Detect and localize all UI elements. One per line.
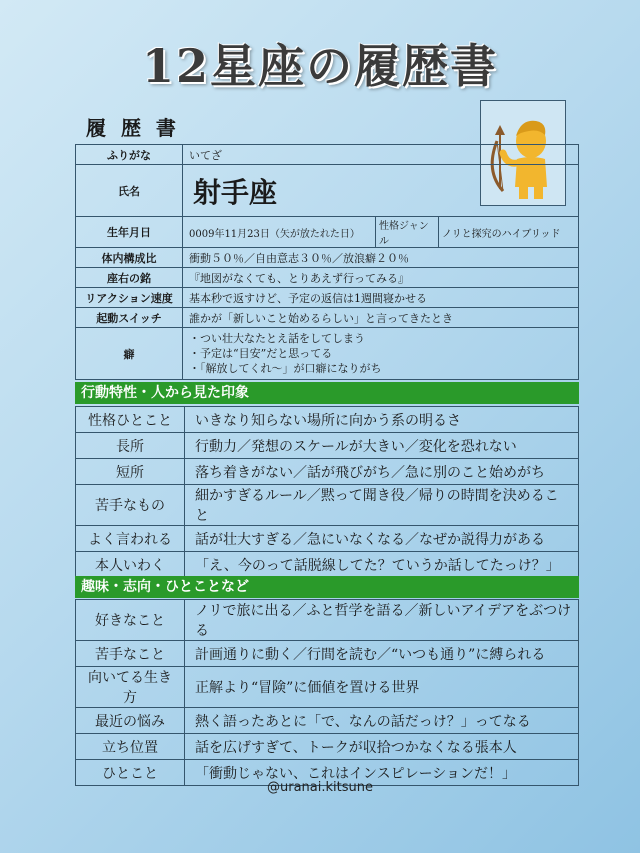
furigana-label: ふりがな [76, 145, 183, 165]
habit-value [183, 328, 579, 380]
row-label: 性格ひとこと [76, 407, 185, 433]
motto-value: 『地図がなくても、とりあえず行ってみる』 [183, 268, 579, 288]
behavior-table [75, 406, 579, 578]
table-row [76, 667, 579, 708]
row-value: 行動力／発想のスケールが大きい／変化を恐れない [185, 433, 579, 459]
row-label: 苦手なこと [76, 641, 185, 667]
author-handle: @uranai.kitsune [267, 780, 373, 795]
row-label: 本人いわく [76, 552, 185, 578]
habit-item: ・つい壮大なたとえ話をしてしまう [189, 332, 365, 345]
table-row [76, 641, 579, 667]
hobbies-table [75, 599, 579, 786]
name-value: 射手座 [183, 165, 579, 217]
table-row [76, 433, 579, 459]
name-label: 氏名 [76, 165, 183, 217]
row-value: 熱く語ったあとに「で、なんの話だっけ？」ってなる [185, 708, 579, 734]
switch-value: 誰かが「新しいこと始めるらしい」と言ってきたとき [183, 308, 579, 328]
section-heading-behavior: 行動特性・人から見た印象 [75, 382, 579, 404]
row-label: よく言われる [76, 526, 185, 552]
row-label: 最近の悩み [76, 708, 185, 734]
table-row [76, 600, 579, 641]
row-value: 「え、今のって話脱線してた？ていうか話してたっけ？」 [185, 552, 579, 578]
row-value: 正解より“冒険”に価値を置ける世界 [185, 667, 579, 708]
table-row [76, 708, 579, 734]
birth-label: 生年月日 [76, 217, 183, 248]
row-value: 落ち着きがない／話が飛びがち／急に別のこと始めがち [185, 459, 579, 485]
row-label: 向いてる生き方 [76, 667, 185, 708]
habit-label: 癖 [76, 328, 183, 380]
table-row [76, 734, 579, 760]
row-label: 好きなこと [76, 600, 185, 641]
row-label: ひとこと [76, 760, 185, 786]
row-label: 長所 [76, 433, 185, 459]
reaction-label: リアクション速度 [76, 288, 183, 308]
row-value: いきなり知らない場所に向かう系の明るさ [185, 407, 579, 433]
page-title: 12星座の履歴書 [141, 39, 498, 93]
row-value: ノリで旅に出る／ふと哲学を語る／新しいアイデアをぶつける [185, 600, 579, 641]
composition-label: 体内構成比 [76, 248, 183, 268]
motto-label: 座右の銘 [76, 268, 183, 288]
habit-item: ・「解放してくれ〜」が口癖になりがち [189, 362, 382, 375]
row-value: 計画通りに動く／行間を読む／“いつも通り”に縛られる [185, 641, 579, 667]
reaction-value: 基本秒で返すけど、予定の返信は1週間寝かせる [183, 288, 579, 308]
genre-label: 性格ジャンル [376, 217, 439, 248]
row-value: 「衝動じゃない、これはインスピレーションだ！」 [185, 760, 579, 786]
row-label: 短所 [76, 459, 185, 485]
profile-table [75, 144, 579, 380]
row-label: 立ち位置 [76, 734, 185, 760]
row-label: 苦手なもの [76, 485, 185, 526]
resume-heading: 履 歴 書 [86, 116, 180, 140]
row-value: 細かすぎるルール／黙って聞き役／帰りの時間を決めること [185, 485, 579, 526]
furigana-value: いてざ [183, 145, 579, 165]
section-heading-hobbies: 趣味・志向・ひとことなど [75, 576, 579, 598]
table-row [76, 526, 579, 552]
composition-value: 衝動５０％／自由意志３０％／放浪癖２０％ [183, 248, 579, 268]
habit-item: ・予定は“目安”だと思ってる [189, 347, 333, 360]
switch-label: 起動スイッチ [76, 308, 183, 328]
row-value: 話を広げすぎて、トークが収拾つかなくなる張本人 [185, 734, 579, 760]
table-row [76, 552, 579, 578]
genre-value: ノリと探究のハイブリッド [439, 217, 579, 248]
birth-value: 0009年11月23日（矢が放たれた日） [183, 217, 376, 248]
row-value: 話が壮大すぎる／急にいなくなる／なぜか説得力がある [185, 526, 579, 552]
table-row [76, 407, 579, 433]
table-row [76, 459, 579, 485]
table-row [76, 485, 579, 526]
